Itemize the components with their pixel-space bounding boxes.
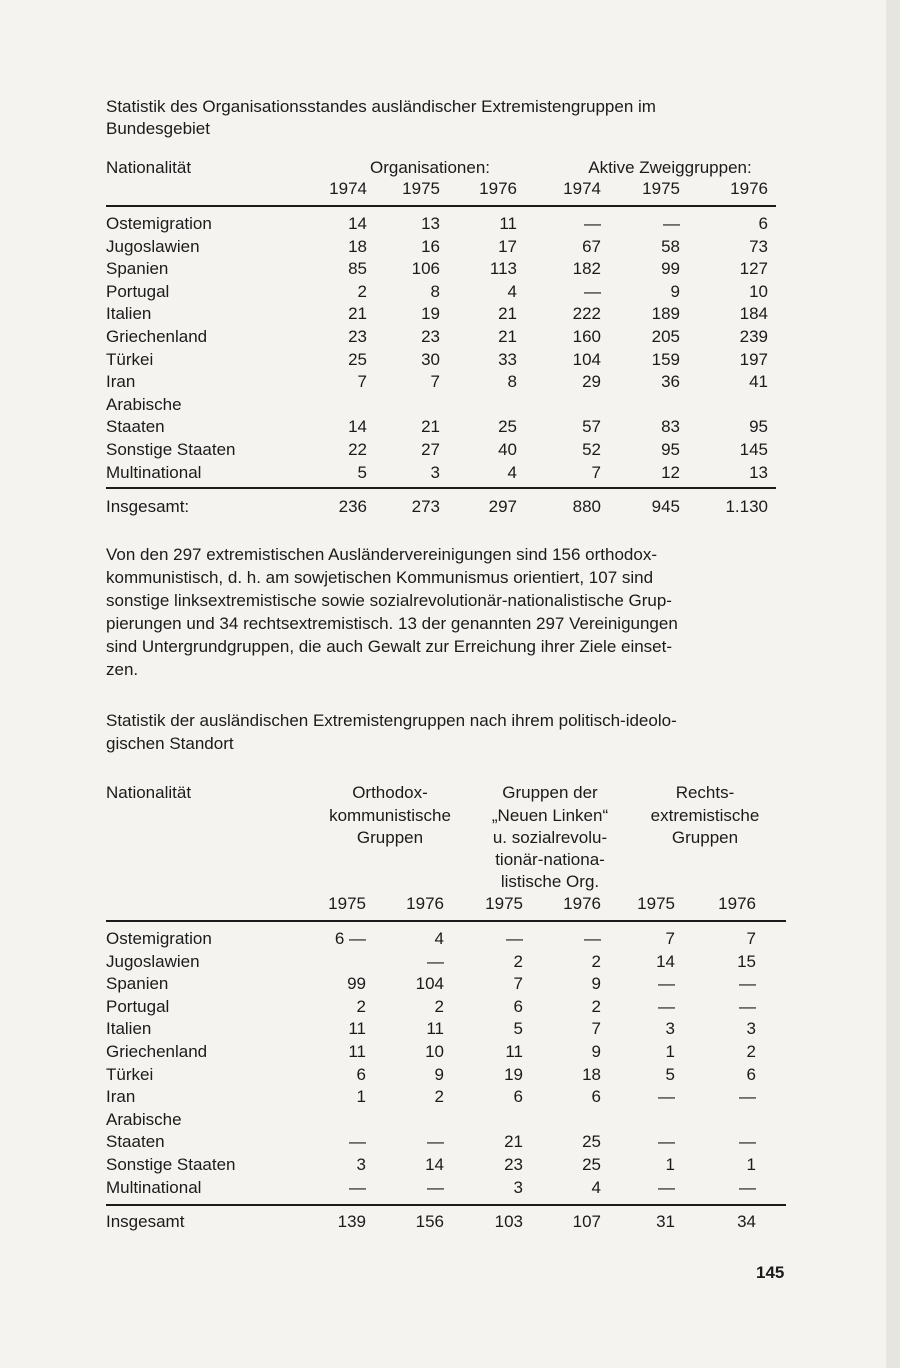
table-cell: 11 [505, 1042, 523, 1061]
row-label: Staaten [106, 1132, 165, 1152]
table2-group2-line-1: Gruppen der [502, 783, 598, 802]
total-cell: 297 [488, 497, 517, 516]
total-cell: 103 [494, 1212, 523, 1231]
table-cell: 57 [582, 417, 601, 437]
row-label: Arabische [106, 1109, 182, 1129]
row-label: Türkei [106, 1064, 154, 1084]
table-cell: 2 [513, 951, 523, 971]
row-label: Portugal [106, 996, 170, 1016]
table-cell: — [658, 974, 675, 994]
table-cell: 27 [421, 440, 440, 459]
total-label: Insgesamt: [106, 497, 190, 516]
table-cell: — [658, 996, 675, 1016]
table-cell: 1 [665, 1042, 675, 1061]
table1-organisations-header: Organisationen: [369, 158, 491, 177]
table-cell: 4 [507, 281, 517, 301]
table-cell: 4 [434, 929, 444, 948]
table-cell: 10 [425, 1042, 444, 1061]
table-cell: 58 [661, 236, 680, 256]
table-cell: — [584, 281, 601, 301]
table-cell: 6 — [334, 929, 366, 948]
table-cell: 11 [348, 1042, 366, 1061]
table-cell: 15 [737, 951, 756, 971]
row-label: Jugoslawien [106, 236, 200, 256]
row-label: Sonstige Staaten [106, 440, 236, 459]
table-cell: 14 [348, 214, 367, 233]
table-cell: 106 [411, 259, 440, 279]
table1-branches-header: Aktive Zweiggruppen: [588, 158, 752, 177]
table-cell: 11 [426, 1019, 444, 1039]
year-header: 1975 [637, 894, 675, 913]
table-cell: 25 [582, 1155, 601, 1174]
table2-group1-line-3: Gruppen [356, 828, 424, 847]
total-cell: 31 [656, 1212, 675, 1231]
table1-title-line-2: Bundesgebiet [106, 119, 210, 138]
table-cell: — [506, 929, 523, 948]
table-cell: 7 [357, 372, 367, 392]
table-cell: 7 [665, 929, 675, 948]
table-cell: 3 [356, 1155, 366, 1174]
row-label: Multinational [106, 1177, 202, 1197]
table-cell: 104 [572, 349, 601, 369]
table1-nationality-header: Nationalität [106, 158, 192, 177]
year-header: 1976 [730, 179, 768, 198]
table2-title-line-2: gischen Standort [106, 734, 234, 753]
table-cell: 19 [504, 1064, 523, 1084]
year-header: 1974 [563, 179, 601, 198]
table-cell: 222 [572, 304, 601, 324]
row-label: Italien [106, 1019, 152, 1039]
table-cell: 5 [513, 1019, 523, 1039]
table-cell: 104 [415, 974, 444, 994]
total-cell: 945 [651, 497, 680, 516]
table-cell: 73 [749, 236, 768, 256]
table-cell: 5 [665, 1064, 675, 1084]
table1-header-rule [106, 205, 776, 207]
row-label: Sonstige Staaten [106, 1155, 236, 1174]
table-cell: 14 [656, 951, 675, 971]
table-cell: 17 [498, 236, 517, 256]
table-cell: — [658, 1087, 675, 1107]
table-cell: 9 [670, 281, 680, 301]
paragraph-line-6: zen. [106, 660, 139, 679]
table-cell: 19 [421, 304, 440, 324]
table-cell: 3 [746, 1019, 756, 1039]
year-header: 1976 [563, 894, 601, 913]
row-label: Griechenland [106, 327, 208, 346]
table-cell: — [349, 1132, 366, 1152]
table-cell: 52 [582, 440, 601, 459]
table-cell: 7 [430, 372, 440, 392]
table-cell: 2 [746, 1042, 756, 1061]
row-label: Arabische [106, 394, 182, 414]
row-label: Staaten [106, 417, 165, 437]
table-cell: 113 [489, 259, 517, 279]
year-header: 1975 [328, 894, 366, 913]
total-cell: 1.130 [725, 497, 768, 516]
table-cell: 189 [651, 304, 680, 324]
table-cell: 11 [499, 214, 517, 233]
table-cell: — [739, 1087, 756, 1107]
table-cell: 21 [421, 417, 440, 437]
table-cell: 23 [348, 327, 367, 346]
table-cell: 8 [507, 372, 517, 392]
year-header: 1976 [479, 179, 517, 198]
table-cell: — [584, 214, 601, 233]
row-label: Ostemigration [106, 214, 212, 233]
table-cell: 99 [661, 259, 680, 279]
row-label: Ostemigration [106, 929, 212, 948]
table-cell: 6 [356, 1064, 366, 1084]
year-header: 1974 [329, 179, 367, 198]
table-cell: 6 [758, 214, 768, 233]
row-label: Jugoslawien [106, 951, 200, 971]
row-label: Iran [106, 372, 136, 392]
paragraph-line-2: kommunistisch, d. h. am sowjetischen Kommunismus orientiert, 107 sind [106, 568, 654, 587]
table-cell: 12 [661, 462, 680, 482]
table-cell: 3 [513, 1177, 523, 1197]
table-cell: 21 [498, 327, 517, 346]
table-cell: 95 [661, 440, 680, 459]
paragraph-line-3: sonstige linksextremistische sowie sozialrevolutionär-nationalistische Grup- [106, 591, 672, 610]
row-label: Türkei [106, 349, 154, 369]
table-cell: 21 [504, 1132, 523, 1152]
table2-title-line-1: Statistik der ausländischen Extremistengruppen nach ihrem politisch-ideolo- [106, 711, 677, 730]
total-cell: 273 [411, 497, 440, 516]
table-cell: 1 [356, 1087, 366, 1107]
table2-total-rule [106, 1204, 786, 1206]
table2-group2-line-4: tionär-nationa- [495, 850, 605, 869]
year-header: 1975 [402, 179, 440, 198]
year-header: 1976 [406, 894, 444, 913]
table-cell: 8 [430, 281, 440, 301]
total-cell: 880 [572, 497, 601, 516]
table-cell: 9 [591, 974, 601, 994]
row-label: Spanien [106, 259, 169, 279]
table-cell: 85 [348, 259, 367, 279]
table-cell: 13 [749, 462, 768, 482]
table-cell: — [427, 1132, 444, 1152]
table2-group2-line-2: „Neuen Linken“ [491, 806, 609, 825]
table2-nationality-header: Nationalität [106, 783, 192, 802]
table-cell: 2 [357, 281, 367, 301]
table-cell: 18 [348, 236, 367, 256]
table-cell: 11 [348, 1019, 366, 1039]
table-cell: 40 [498, 440, 517, 459]
table-cell: — [658, 1132, 675, 1152]
table-cell: 23 [421, 327, 440, 346]
table2-group2-line-5: listische Org. [500, 872, 600, 891]
table-cell: 14 [348, 417, 367, 437]
table2-group2-line-3: u. sozialrevolu- [492, 828, 608, 847]
year-header: 1975 [642, 179, 680, 198]
table2-group3-line-3: Gruppen [671, 828, 739, 847]
table-cell: 18 [582, 1064, 601, 1084]
total-cell: 107 [572, 1212, 601, 1231]
table-cell: 5 [357, 462, 367, 482]
table-cell: 33 [498, 349, 517, 369]
table1-title-line-1: Statistik des Organisationsstandes ausländischer Extremistengruppen im [106, 97, 656, 116]
table-cell: 6 [591, 1087, 601, 1107]
table-cell: 159 [651, 349, 680, 369]
table-cell: 10 [749, 281, 768, 301]
table2-group1-line-2: kommunistische [329, 806, 451, 825]
row-label: Italien [106, 304, 152, 324]
table-cell: 7 [591, 1019, 601, 1039]
paragraph-line-5: sind Untergrundgruppen, die auch Gewalt zur Erreichung ihrer Ziele einset- [106, 637, 673, 656]
table-cell: — [739, 1132, 756, 1152]
table-cell: 1 [746, 1155, 756, 1174]
table-cell: 4 [591, 1177, 601, 1197]
table1-total-rule [106, 487, 776, 489]
table-cell: 25 [582, 1132, 601, 1152]
year-header: 1976 [718, 894, 756, 913]
table-cell: 9 [591, 1042, 601, 1061]
table-cell: 41 [749, 372, 768, 392]
table-cell: — [739, 996, 756, 1016]
table2-group3-line-1: Rechts- [675, 783, 735, 802]
table2-group3-line-2: extremistische [650, 806, 760, 825]
table-cell: — [739, 1177, 756, 1197]
table-cell: 99 [347, 974, 366, 994]
table-cell: 95 [749, 417, 768, 437]
table-cell: 13 [421, 214, 440, 233]
total-cell: 139 [337, 1212, 366, 1231]
table-cell: 2 [356, 996, 366, 1016]
row-label: Griechenland [106, 1042, 208, 1061]
table-cell: 160 [572, 327, 601, 346]
table-cell: 22 [348, 440, 367, 459]
table-cell: — [663, 214, 680, 233]
table-cell: 127 [739, 259, 768, 279]
table-cell: — [584, 929, 601, 948]
table-cell: 205 [651, 327, 680, 346]
page-number: 145 [756, 1263, 785, 1282]
row-label: Multinational [106, 462, 202, 482]
table-cell: 4 [507, 462, 517, 482]
table-cell: 83 [661, 417, 680, 437]
table2-header-rule [106, 920, 786, 922]
table-cell: 2 [591, 951, 601, 971]
table2-group1-line-1: Orthodox- [352, 783, 428, 802]
table-cell: 2 [434, 996, 444, 1016]
page-edge [886, 0, 900, 1368]
table-cell: — [658, 1177, 675, 1197]
year-header: 1975 [485, 894, 523, 913]
total-cell: 34 [737, 1212, 756, 1231]
table-cell: 6 [746, 1064, 756, 1084]
table-cell: 6 [513, 996, 523, 1016]
total-cell: 236 [338, 497, 367, 516]
table-cell: 25 [348, 349, 367, 369]
row-label: Spanien [106, 974, 169, 994]
row-label: Iran [106, 1087, 136, 1107]
total-cell: 156 [415, 1212, 444, 1231]
paragraph-line-4: pierungen und 34 rechtsextremistisch. 13 der genannten 297 Vereinigungen [106, 614, 678, 633]
table-cell: 3 [430, 462, 440, 482]
row-label: Portugal [106, 281, 170, 301]
table-cell: 67 [582, 236, 601, 256]
table-cell: 1 [665, 1155, 675, 1174]
table-cell: 21 [498, 304, 517, 324]
table-cell: 182 [572, 259, 601, 279]
table-cell: 7 [591, 462, 601, 482]
table-cell: 30 [421, 349, 440, 369]
table-cell: 16 [421, 236, 440, 256]
paragraph-line-1: Von den 297 extremistischen Ausländervereinigungen sind 156 orthodox- [106, 545, 657, 564]
table-cell: 29 [582, 372, 601, 392]
table-cell: 6 [513, 1087, 523, 1107]
table-cell: 239 [739, 327, 768, 346]
table-cell: 3 [665, 1019, 675, 1039]
table-cell: 9 [434, 1064, 444, 1084]
table-cell: — [739, 974, 756, 994]
table-cell: — [427, 951, 444, 971]
table-cell: 23 [504, 1155, 523, 1174]
table-cell: 14 [425, 1155, 444, 1174]
table-cell: 7 [746, 929, 756, 948]
table-cell: 2 [434, 1087, 444, 1107]
table-cell: 21 [348, 304, 367, 324]
table-cell: 2 [591, 996, 601, 1016]
table-cell: 25 [498, 417, 517, 437]
table-cell: 184 [739, 304, 768, 324]
table-cell: 197 [739, 349, 768, 369]
table-cell: 36 [661, 372, 680, 392]
table-cell: 7 [513, 974, 523, 994]
total-label: Insgesamt [106, 1212, 185, 1231]
table-cell: — [349, 1177, 366, 1197]
table-cell: — [427, 1177, 444, 1197]
table-cell: 145 [739, 440, 768, 459]
